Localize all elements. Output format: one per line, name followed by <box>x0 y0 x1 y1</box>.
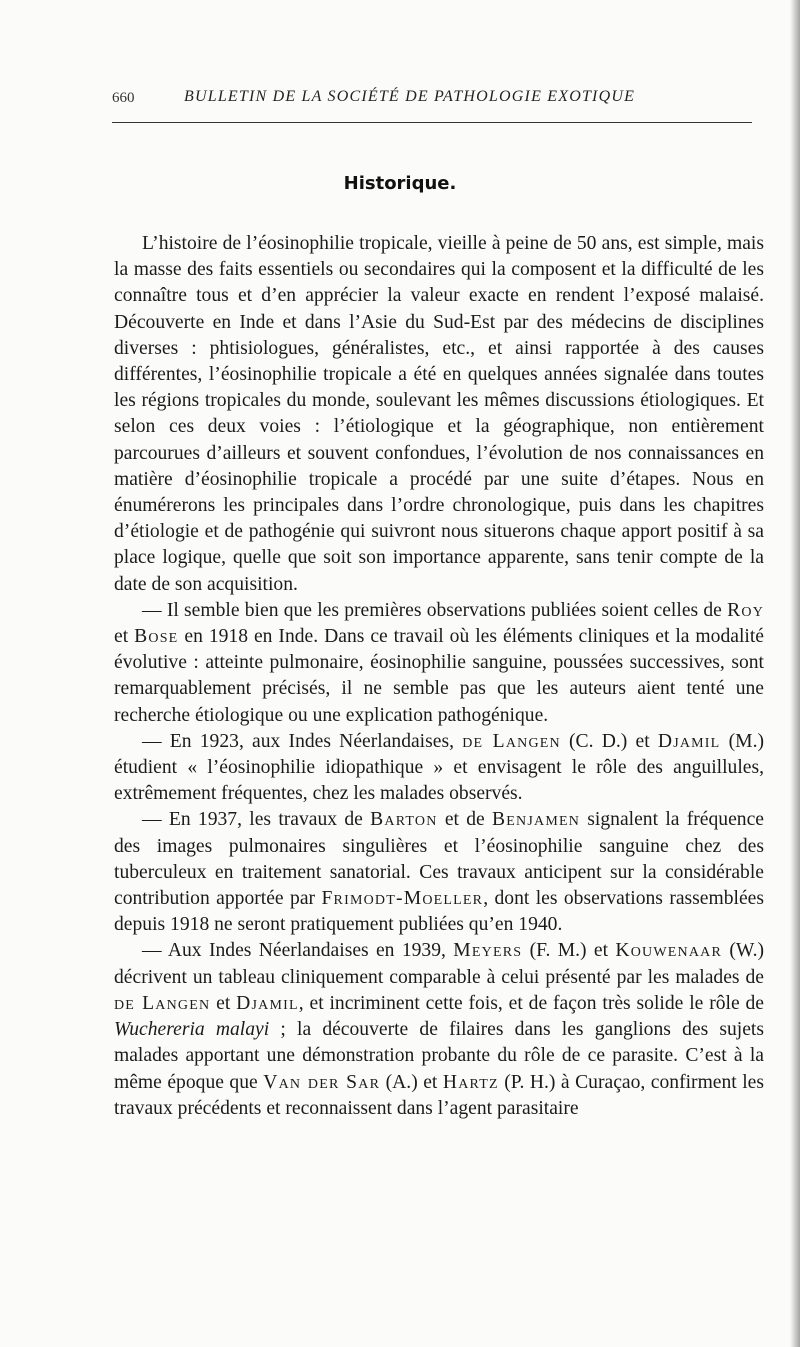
text-run: et de <box>437 809 493 831</box>
page-header <box>112 88 752 114</box>
author-name: Roy <box>727 599 764 621</box>
section-title: Historique. <box>343 173 457 194</box>
author-name: Barton <box>370 809 438 831</box>
text-run: — En 1923, aux Indes Néerlandaises, <box>142 730 463 752</box>
author-name: Hartz <box>442 1071 499 1093</box>
text-run: , et incriminent cette fois, et de façon très solide le rôle de <box>298 992 765 1014</box>
paragraph-1: L’histoire de l’éosinophilie tropicale, vieille à peine de 50 ans, est simple, mais la masse des faits essentiels ou secondaires qui la composent et la difficulté de les connaître tous et d’en apprécier la valeur exacte en rendent l’exposé malaisé. Découverte en Inde et dans l’Asie du Sud-Est par des médecins de disciplines diverses : phtisiologues, généralistes, etc., et ainsi rapportée à des causes différentes, l’éosinophilie tropicale a été en quelques années signalée dans toutes les régions tropicales du monde, soulevant les mêmes discussions étiologiques. Et selon ces deux voies : l’étiologique et la géographique, non entièrement parcourues d’ailleurs et souvent confondues, l’évolution de nos connaissances en matière d’éosinophilie tropicale a procédé par une suite d’étapes. Nous en énumérerons les principales dans l’ordre chronologique, puis dans les chapitres d’étiologie et de pathogénie qui suivront nous situerons chaque apport positif à sa place logique, quelle que soit son importance apparente, sans tenir compte de la date de son acquisition. <box>114 233 764 595</box>
text-run: — Il semble bien que les premières observations publiées soient celles de <box>142 599 728 621</box>
author-name: de Langen <box>462 730 561 752</box>
text-run: (W.) décrivent un tableau cliniquement comparable à celui présenté par les malades de <box>114 940 764 988</box>
paragraph-2 <box>114 598 764 729</box>
species-name: Wuchereria malayi <box>114 1019 270 1041</box>
author-name: Van der Sar <box>263 1071 381 1093</box>
author-name: Djamil <box>657 730 721 752</box>
page-number: 660 <box>112 90 135 106</box>
page-edge-shadow <box>790 0 800 1347</box>
text-run: (C. D.) et <box>560 730 658 752</box>
text-run: ; la découverte de filaires dans les ganglions des sujets malades apportant une démonstration probante du rôle de ce parasite. C’est à la même époque que <box>114 1019 765 1093</box>
text-run: — Aux Indes Néerlandaises en 1939, <box>142 940 454 962</box>
text-run: (F. M.) et <box>522 940 616 962</box>
paragraph-5 <box>114 938 764 1121</box>
text-run: en 1918 en Inde. Dans ce travail où les éléments cliniques et la modalité évolutive : atteinte pulmonaire, éosinophilie sanguine, poussées successives, sont remarquablement précisés, il ne semble pas que les auteurs aient tenté une recherche étiologique ou une explication pathogénique. <box>114 626 764 726</box>
text-run: (A.) et <box>380 1071 443 1093</box>
paragraph-4 <box>114 807 764 938</box>
running-title: BULLETIN DE LA SOCIÉTÉ DE PATHOLOGIE EXOTIQUE <box>184 88 636 105</box>
author-name: Benjamen <box>492 809 581 831</box>
text-run: et <box>114 626 135 648</box>
text-run: signalent la fréquence des images pulmonaires singulières et l’éosinophilie sanguine chez des tuberculeux en traitement sanatorial. Ces travaux anticipent sur la considérable contribution apportée par <box>114 809 764 910</box>
article-body <box>114 231 764 1122</box>
text-run: (M.) étudient « l’éosinophilie idiopathique » et envisagent le rôle des anguillules, extrêmement fréquentes, chez les malades observés. <box>114 730 764 805</box>
header-rule <box>112 122 752 123</box>
author-name: Meyers <box>453 940 523 962</box>
author-name: Bose <box>134 626 179 648</box>
author-name: de Langen <box>114 992 211 1014</box>
paragraph-3 <box>114 729 764 808</box>
text-run: et <box>210 992 237 1014</box>
author-name: Frimodt-Moeller <box>321 888 484 910</box>
text-run: , dont les observations rassemblées depuis 1918 ne seront pratiquement publiées qu’en 1940. <box>114 888 764 936</box>
text-run: (P. H.) à Curaçao, confirment les travaux précédents et reconnaissent dans l’agent parasitaire <box>114 1071 765 1119</box>
author-name: Djamil <box>236 992 299 1014</box>
author-name: Kouwenaar <box>615 940 722 962</box>
text-run: — En 1937, les travaux de <box>142 809 371 831</box>
